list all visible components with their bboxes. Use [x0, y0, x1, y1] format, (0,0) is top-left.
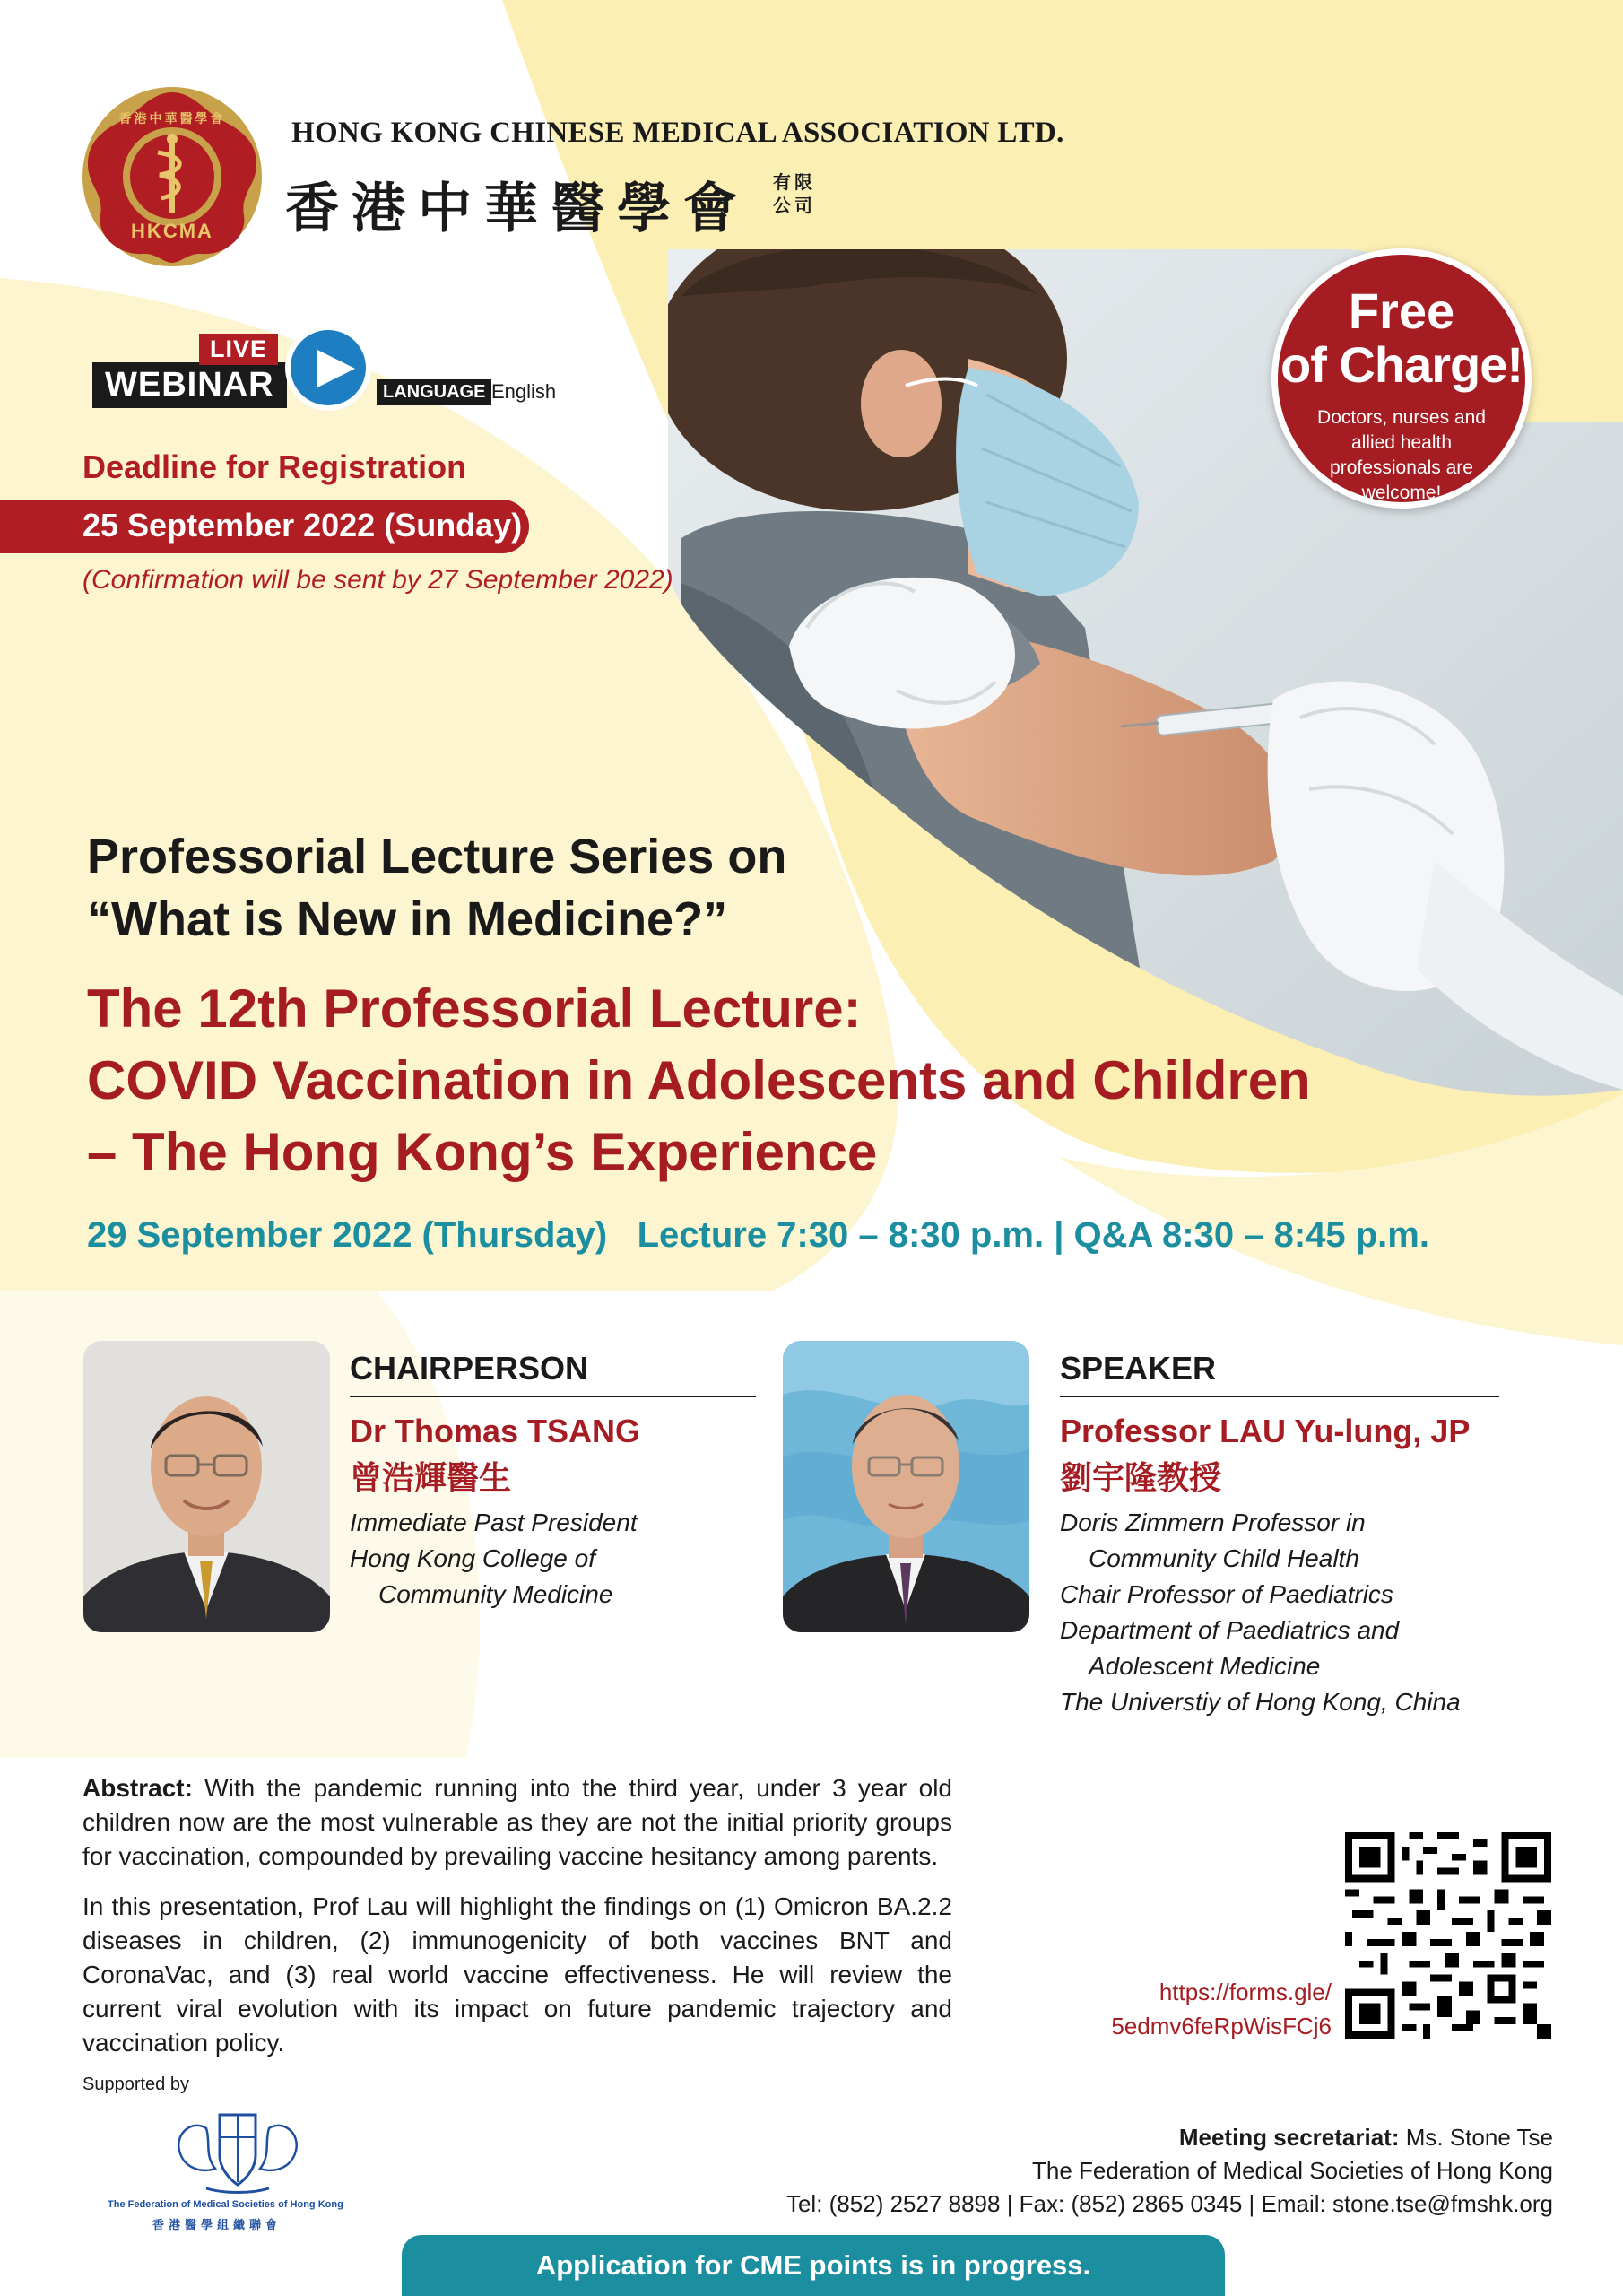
chairperson-name-zh: 曾浩輝醫生: [350, 1460, 512, 1497]
fmshk-name-zh: 香港醫學組織聯會: [152, 2218, 282, 2231]
live-tag: LIVE: [199, 334, 278, 365]
abstract: [82, 1771, 952, 2060]
speaker-desc-line1: Doris Zimmern Professor in: [1060, 1509, 1366, 1536]
speaker-name: Professor LAU Yu-lung, JP: [1060, 1413, 1471, 1449]
registration-qr-code[interactable]: [1345, 1832, 1551, 2039]
secretariat-contact: Ms. Stone Tse: [1399, 2124, 1553, 2151]
language-tag: LANGUAGE: [377, 379, 491, 405]
speaker-desc-line4: Department of Paediatrics and: [1060, 1616, 1400, 1644]
lecture-title: [87, 973, 1567, 1188]
webinar-tag: WEBINAR: [92, 362, 287, 408]
lecture-title-line2: COVID Vaccination in Adolescents and Children: [87, 1050, 1311, 1110]
chairperson-desc-line3: Community Medicine: [378, 1580, 613, 1608]
org-name-zh-suffix: 有限公司: [773, 171, 816, 216]
chairperson-desc-line1: Immediate Past President: [350, 1509, 638, 1536]
chairperson-desc-line2: Hong Kong College of: [350, 1544, 595, 1572]
abstract-paragraph-1: [82, 1771, 952, 1874]
abstract-paragraph-2: In this presentation, Prof Lau will highlight the findings on (1) Omicron BA.2.2 diseases in children, (2) immunogenicity of both vaccines BNT and CoronaVac, and (3) real world vaccine effectiveness. He will review the current viral evolution with its impact on future pandemic trajectory and vaccination policy.: [82, 1892, 952, 2057]
chairperson-divider: [350, 1396, 756, 1397]
fmshk-name-en: The Federation of Medical Societies of Hong Kong: [108, 2199, 343, 2210]
cme-points-banner: Application for CME points is in progress.: [402, 2235, 1225, 2296]
free-badge-subtext: Doctors, nurses and allied health professionals are welcome!: [1317, 407, 1486, 503]
hkcma-logo: [81, 85, 265, 269]
chairperson-name: Dr Thomas TSANG: [350, 1413, 641, 1449]
free-of-charge-badge: [1271, 248, 1532, 509]
meeting-secretariat: [786, 2121, 1553, 2221]
series-title: [87, 825, 1163, 951]
abstract-para1-text: With the pandemic running into the third year, under 3 year old children now are the most vulnerable as they are not the initial priority groups for vaccination, compounded by prevailing vaccine hesitancy among parents.: [82, 1774, 952, 1870]
logo-text-zh: 香港中華醫學會: [118, 112, 226, 126]
secretariat-contact-line: Tel: (852) 2527 8898 | Fax: (852) 2865 0345 | Email: stone.tse@fmshk.org: [785, 2190, 1553, 2217]
logo-text-en: HKCMA: [131, 220, 213, 242]
registration-link-line1[interactable]: https://forms.gle/: [1159, 1979, 1332, 2005]
play-icon: [285, 325, 371, 411]
speaker-name-zh: 劉宇隆教授: [1060, 1460, 1222, 1497]
speaker-desc-line6: The Universtiy of Hong Kong, China: [1060, 1688, 1461, 1716]
chairperson-photo: [83, 1341, 330, 1632]
org-name-en: HONG KONG CHINESE MEDICAL ASSOCIATION LTD.: [291, 117, 1064, 149]
secretariat-label: Meeting secretariat:: [1178, 2124, 1400, 2151]
chairperson-role: CHAIRPERSON: [350, 1350, 589, 1387]
chairperson-description: [350, 1505, 638, 1613]
speaker-divider: [1060, 1396, 1499, 1397]
speaker-desc-line2: Community Child Health: [1089, 1544, 1359, 1572]
free-badge-line2: of Charge!: [1280, 336, 1523, 393]
series-title-line1: Professorial Lecture Series on: [87, 830, 787, 883]
org-name-zh: 香港中華醫學會: [285, 178, 750, 240]
language-value: English: [491, 380, 557, 403]
lecture-datetime: 29 September 2022 (Thursday) Lecture 7:30 – 8:30 p.m. | Q&A 8:30 – 8:45 p.m.: [87, 1215, 1429, 1255]
speaker-role: SPEAKER: [1060, 1350, 1217, 1387]
deadline-label: Deadline for Registration: [82, 448, 467, 485]
abstract-label: Abstract:: [82, 1774, 193, 1802]
supported-by-label: Supported by: [82, 2074, 189, 2094]
lecture-title-line3: – The Hong Kong’s Experience: [87, 1122, 878, 1182]
secretariat-org: The Federation of Medical Societies of Hong Kong: [1031, 2157, 1553, 2184]
deadline-date: 25 September 2022 (Sunday): [82, 507, 523, 544]
confirmation-note: (Confirmation will be sent by 27 September 2022): [82, 565, 673, 595]
registration-link-line2[interactable]: 5edmv6feRpWisFCj6: [1111, 2013, 1332, 2039]
free-badge-line1: Free: [1348, 283, 1455, 339]
registration-link[interactable]: [1103, 1975, 1332, 2043]
series-title-line2: “What is New in Medicine?”: [87, 892, 728, 946]
secretariat-line1: [786, 2121, 1553, 2154]
speaker-description: [1060, 1505, 1461, 1720]
speaker-photo: [783, 1341, 1029, 1632]
fmshk-logo: [170, 2106, 305, 2196]
lecture-title-line1: The 12th Professorial Lecture:: [87, 978, 862, 1039]
speaker-desc-line5: Adolescent Medicine: [1089, 1652, 1321, 1680]
speaker-desc-line3: Chair Professor of Paediatrics: [1060, 1580, 1393, 1608]
